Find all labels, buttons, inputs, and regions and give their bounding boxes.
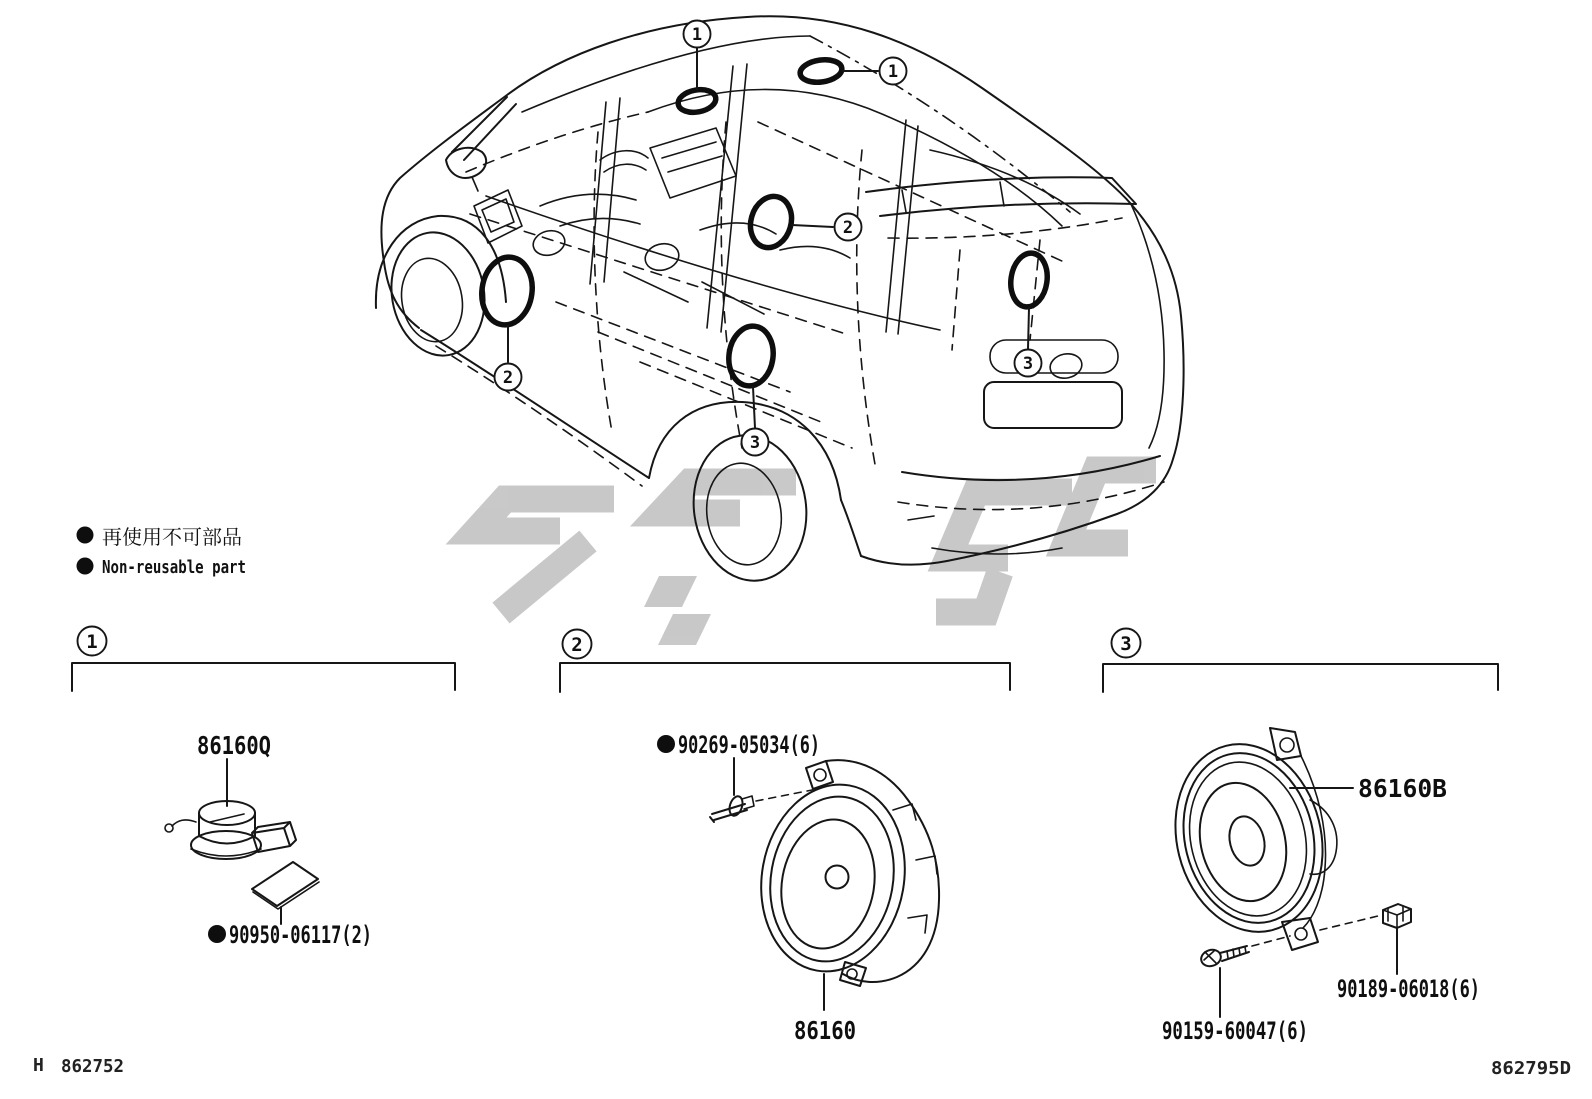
screw-drawing <box>1199 946 1249 969</box>
section-3-bracket <box>1103 664 1498 692</box>
non-reusable-bullet-icon <box>77 527 94 544</box>
speaker-location-oval-2a <box>745 191 798 252</box>
legend <box>77 525 247 578</box>
speaker-location-oval-2b <box>478 254 537 328</box>
section-2-number: 2 <box>571 634 583 656</box>
non-reusable-bullet-icon <box>208 925 226 943</box>
callout-2b-number: 2 <box>502 368 514 388</box>
footer-prefix: H <box>33 1055 44 1076</box>
speaker-location-oval-1b <box>799 57 844 85</box>
footer-left-number: 862752 <box>61 1056 124 1077</box>
non-reusable-bullet-icon <box>657 735 675 753</box>
callout-3a-number: 3 <box>749 433 761 453</box>
clip-drawing <box>1383 904 1411 928</box>
door-speaker-drawing <box>747 760 939 986</box>
legend-text-jp: 再使用不可部品 <box>102 525 242 549</box>
part-label-90159-60047: 90159-60047(6) <box>1162 1017 1308 1045</box>
footer-right-number: 862795D <box>1491 1058 1572 1079</box>
rivet-drawing <box>710 795 754 822</box>
callout-1a-number: 1 <box>691 25 703 45</box>
dashboard-detail <box>474 190 522 243</box>
watermark-logo <box>476 470 1156 645</box>
section-3-parts <box>1156 728 1480 1045</box>
part-label-86160B: 86160B <box>1358 774 1447 803</box>
section-2-parts <box>657 731 939 1045</box>
callout-1b-number: 1 <box>887 62 899 82</box>
section-1-number: 1 <box>86 631 98 653</box>
section-2-bracket <box>560 663 1010 692</box>
rear-speaker-drawing <box>1156 728 1342 950</box>
part-label-90269-05034: 90269-05034(6) <box>678 731 820 759</box>
part-label-90950-06117: 90950-06117(2) <box>229 921 372 949</box>
pad-drawing <box>252 862 319 909</box>
section-headers <box>72 627 1498 693</box>
liftgate-handle <box>990 340 1118 373</box>
part-label-86160Q: 86160Q <box>197 731 271 760</box>
footer <box>33 1055 1571 1079</box>
part-label-90189-06018: 90189-06018(6) <box>1337 975 1480 1003</box>
speaker-location-oval-3a <box>725 323 777 389</box>
legend-text-en: Non-reusable part <box>102 557 246 578</box>
callout-2a-number: 2 <box>842 218 854 238</box>
callout-3b-number: 3 <box>1022 354 1034 374</box>
section-1-parts <box>165 731 372 949</box>
part-label-86160: 86160 <box>794 1016 856 1045</box>
license-plate-recess <box>984 382 1122 428</box>
non-reusable-bullet-icon <box>77 558 94 575</box>
rear-spoiler <box>866 177 1136 216</box>
section-1-bracket <box>72 663 455 691</box>
tweeter-drawing <box>165 801 296 859</box>
section-3-number: 3 <box>1120 633 1132 655</box>
speaker-location-oval-3b <box>1007 251 1050 309</box>
tweeter-connector <box>252 822 296 852</box>
